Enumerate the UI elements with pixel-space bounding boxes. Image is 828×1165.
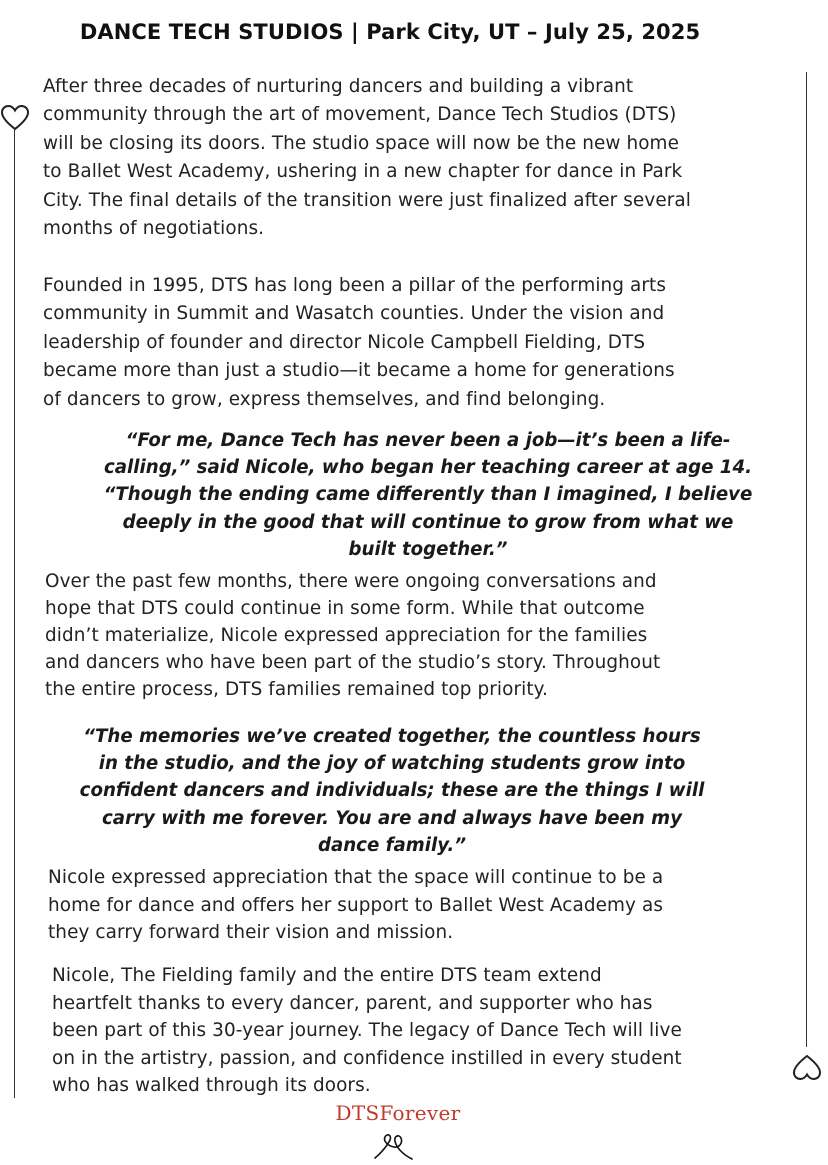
quote-line: confident dancers and individuals; these are the things I will <box>79 780 705 802</box>
page-title: DANCE TECH STUDIOS | Park City, UT – July 25, 2025 <box>79 20 701 44</box>
text-line: to Ballet West Academy, ushering in a new chapter for dance in Park <box>43 161 683 183</box>
text-line: leadership of founder and director Nicole Campbell Fielding, DTS <box>43 331 646 353</box>
text-line: After three decades of nurturing dancers and building a vibrant <box>43 76 634 97</box>
body-paragraph-support <box>48 864 663 947</box>
quote-line: dance family.” <box>317 834 467 856</box>
text-line: the entire process, DTS families remained top priority. <box>45 679 548 700</box>
text-line: Nicole, The Fielding family and the entire DTS team extend <box>52 965 602 986</box>
signature-hashtag: DTSForever <box>335 1101 461 1125</box>
body-paragraph-history <box>43 272 675 414</box>
heart-outline-icon <box>792 1053 822 1081</box>
heart-outline-icon <box>0 104 30 132</box>
quote-line: built together.” <box>348 538 508 560</box>
text-line: will be closing its doors. The studio space will now be the new home <box>43 132 679 154</box>
text-line: months of negotiations. <box>43 218 265 240</box>
quote-line: “Though the ending came differently than I imagined, I believe <box>103 484 753 506</box>
text-line: Nicole expressed appreciation that the space will continue to be a <box>48 867 664 888</box>
body-paragraph-thanks <box>52 962 682 1100</box>
text-line: community in Summit and Wasatch counties. Under the vision and <box>43 303 665 325</box>
text-line: been part of this 30-year journey. The legacy of Dance Tech will live <box>52 1020 682 1041</box>
body-paragraph-transition <box>45 568 660 703</box>
text-line: City. The final details of the transition were just finalized after several <box>43 189 691 211</box>
text-line: home for dance and offers her support to Ballet West Academy as <box>48 894 664 916</box>
text-line: on in the artistry, passion, and confidence instilled in every student <box>52 1047 682 1069</box>
text-line: they carry forward their vision and mission. <box>48 922 454 943</box>
quote-line: carry with me forever. You are and always have been my <box>102 807 682 829</box>
quote-line: “For me, Dance Tech has never been a job—it’s been a life- <box>125 430 731 451</box>
quote-line: in the studio, and the joy of watching students grow into <box>98 753 686 775</box>
quote-line: deeply in the good that will continue to grow from what we <box>122 511 734 533</box>
pull-quote-nicole <box>48 427 808 563</box>
text-line: Founded in 1995, DTS has long been a pillar of the performing arts <box>43 275 667 296</box>
text-line: didn’t materialize, Nicole expressed appreciation for the families <box>45 625 648 646</box>
squiggle-heart-icon <box>372 1132 416 1162</box>
text-line: heartfelt thanks to every dancer, parent, and supporter who has <box>52 992 653 1014</box>
text-line: community through the art of movement, Dance Tech Studios (DTS) <box>43 104 677 126</box>
body-paragraph-intro <box>43 73 691 243</box>
text-line: hope that DTS could continue in some form. While that outcome <box>45 598 645 619</box>
text-line: who has walked through its doors. <box>52 1075 371 1096</box>
text-line: Over the past few months, there were ongoing conversations and <box>45 571 657 592</box>
quote-line: calling,” said Nicole, who began her teaching career at age 14. <box>103 457 753 479</box>
text-line: and dancers who have been part of the studio’s story. Throughout <box>45 652 661 673</box>
left-border-line <box>14 128 15 1098</box>
quote-line: “The memories we’ve created together, the countless hours <box>83 726 701 747</box>
text-line: of dancers to grow, express themselves, and find belonging. <box>43 388 606 410</box>
pull-quote-memories <box>32 723 752 859</box>
text-line: became more than just a studio—it became a home for generations <box>43 360 675 382</box>
